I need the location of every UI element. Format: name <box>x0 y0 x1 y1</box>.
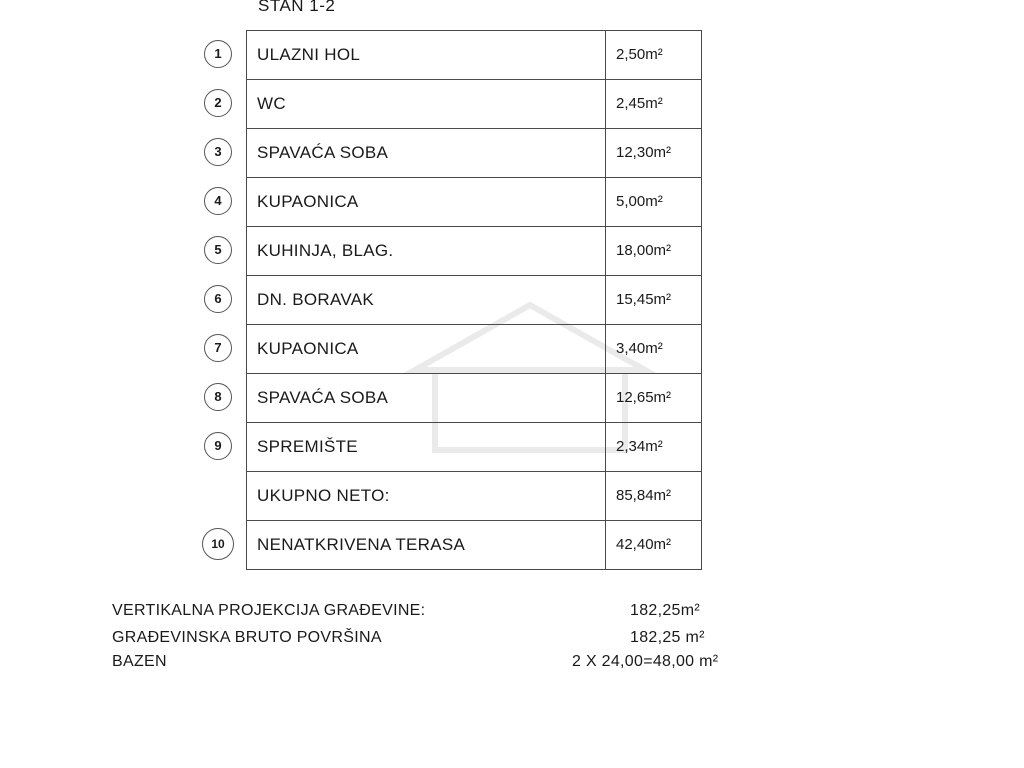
room-area: 2,34m² <box>606 423 702 471</box>
summary-label: BAZEN <box>112 653 167 670</box>
summary-label: VERTIKALNA PROJEKCIJA GRAĐEVINE: <box>112 602 426 619</box>
room-area: 12,30m² <box>606 129 702 177</box>
table-row <box>214 227 702 276</box>
table-row <box>214 129 702 178</box>
total-area: 85,84m² <box>606 472 702 520</box>
table-row <box>214 80 702 129</box>
room-name: SPREMIŠTE <box>246 423 606 471</box>
room-area: 5,00m² <box>606 178 702 226</box>
room-name: SPAVAĆA SOBA <box>246 374 606 422</box>
room-number-badge: 8 <box>204 383 232 411</box>
room-number-badge: 4 <box>204 187 232 215</box>
room-number-badge: 7 <box>204 334 232 362</box>
room-number-badge: 2 <box>204 89 232 117</box>
table-row <box>214 325 702 374</box>
total-label: UKUPNO NETO: <box>246 472 606 520</box>
room-name: DN. BORAVAK <box>246 276 606 324</box>
room-name: NENATKRIVENA TERASA <box>246 521 606 569</box>
room-number-badge: 6 <box>204 285 232 313</box>
summary-value: 182,25 m² <box>630 629 705 646</box>
table-row <box>214 30 702 80</box>
room-area: 42,40m² <box>606 521 702 569</box>
room-area: 2,45m² <box>606 80 702 128</box>
room-area: 2,50m² <box>606 31 702 79</box>
room-area: 3,40m² <box>606 325 702 373</box>
room-name: KUHINJA, BLAG. <box>246 227 606 275</box>
summary-value: 2 X 24,00=48,00 m² <box>572 653 719 670</box>
room-name: WC <box>246 80 606 128</box>
room-number-badge: 10 <box>202 528 234 560</box>
room-number-badge: 5 <box>204 236 232 264</box>
summary-value: 182,25m² <box>630 602 700 619</box>
table-row <box>214 423 702 472</box>
table-row <box>214 276 702 325</box>
table-row <box>211 521 702 570</box>
room-number-badge: 1 <box>204 40 232 68</box>
room-area: 15,45m² <box>606 276 702 324</box>
room-name: KUPAONICA <box>246 325 606 373</box>
table-row <box>214 374 702 423</box>
room-name: ULAZNI HOL <box>246 31 606 79</box>
room-name: SPAVAĆA SOBA <box>246 129 606 177</box>
room-number-badge: 3 <box>204 138 232 166</box>
room-area: 12,65m² <box>606 374 702 422</box>
room-number-badge: 9 <box>204 432 232 460</box>
total-row <box>246 472 702 521</box>
summary-label: GRAĐEVINSKA BRUTO POVRŠINA <box>112 629 382 646</box>
room-area: 18,00m² <box>606 227 702 275</box>
room-name: KUPAONICA <box>246 178 606 226</box>
table-row <box>214 178 702 227</box>
room-table <box>211 30 702 570</box>
page-title: STAN 1-2 <box>258 0 336 15</box>
